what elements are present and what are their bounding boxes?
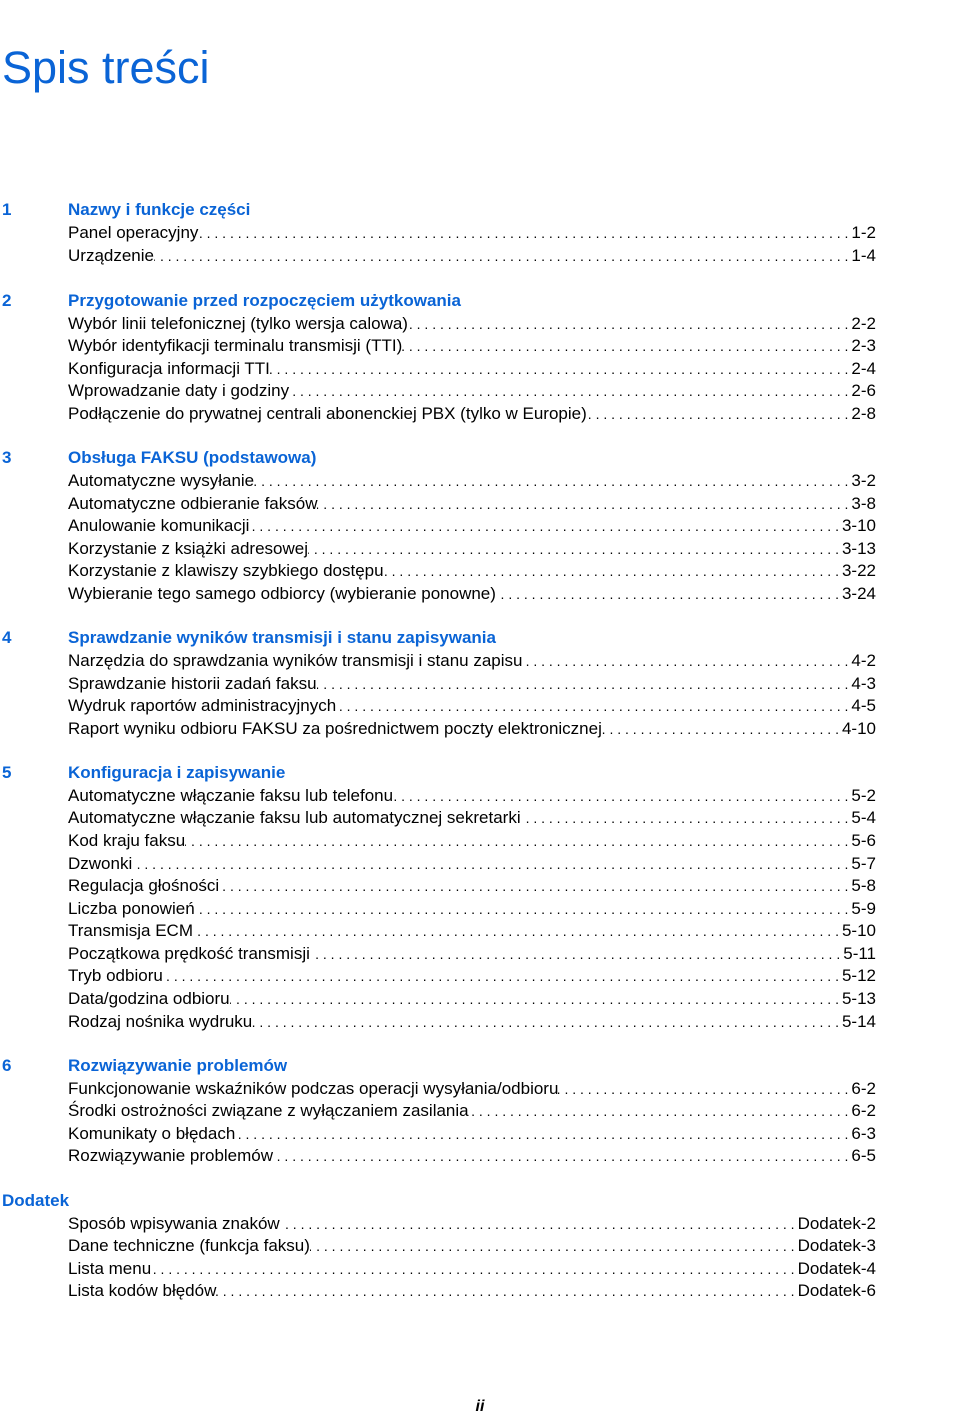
chapter-heading-1[interactable] [2, 198, 902, 222]
chapter-title: Konfiguracja i zapisywanie [68, 763, 286, 782]
dot-leader [198, 221, 851, 245]
chapter-number: 2 [2, 291, 12, 310]
dot-leader [408, 312, 851, 336]
toc-entry-page: 2-6 [851, 381, 876, 400]
toc-entry[interactable] [68, 942, 876, 966]
toc-entry-page: Dodatek-2 [797, 1214, 876, 1233]
toc-entry[interactable] [68, 334, 876, 358]
toc-entry-page: 5-8 [851, 876, 876, 895]
toc-entry-page: 5-2 [851, 786, 876, 805]
chapter-title: Obsługa FAKSU (podstawowa) [68, 448, 317, 467]
toc-entry[interactable] [68, 469, 876, 493]
toc-entry[interactable] [68, 1122, 876, 1146]
toc-entry-label: Liczba ponowień [68, 899, 195, 918]
toc-entry-label: Kod kraju faksu [68, 831, 186, 850]
dot-leader [163, 964, 842, 988]
toc-entry-page: 3-2 [851, 471, 876, 490]
toc-entry-page: 6-2 [851, 1079, 876, 1098]
toc-entry-page: 3-8 [851, 494, 876, 513]
dot-leader [193, 919, 842, 943]
toc-entry[interactable] [68, 919, 876, 943]
dot-leader [496, 582, 842, 606]
dot-leader [522, 649, 851, 673]
chapter-title: Sprawdzanie wyników transmisji i stanu zapisywania [68, 628, 496, 647]
toc-entry-label: Sposób wpisywania znaków [68, 1214, 280, 1233]
toc-entry-label: Wybór linii telefonicznej (tylko wersja calowa) [68, 314, 408, 333]
dot-leader [289, 379, 851, 403]
toc-entry-page: 3-24 [841, 584, 876, 603]
toc-entry-page: 2-8 [851, 404, 876, 423]
toc-entry-page: 1-4 [851, 246, 876, 265]
toc-entry-page: 4-5 [851, 696, 876, 715]
toc-entry-label: Początkowa prędkość transmisji [68, 944, 310, 963]
dot-leader [219, 874, 851, 898]
dot-leader [521, 806, 852, 830]
dot-leader [151, 1257, 797, 1281]
chapter-number: 3 [2, 448, 12, 467]
dot-leader [317, 672, 852, 696]
dot-leader [195, 897, 852, 921]
toc-entry[interactable] [68, 357, 876, 381]
toc-entry-page: 5-6 [851, 831, 876, 850]
toc-entry[interactable] [68, 1279, 876, 1303]
toc-entry[interactable] [68, 829, 876, 853]
toc-entry-page: 1-2 [851, 223, 876, 242]
dot-leader [254, 469, 851, 493]
dot-leader [393, 784, 851, 808]
toc-entry-label: Dane techniczne (funkcja faksu) [68, 1236, 310, 1255]
dot-leader [384, 559, 842, 583]
toc-entry-page: 3-13 [841, 539, 876, 558]
toc-entry-label: Podłączenie do prywatnej centrali abonenckiej PBX (tylko w Europie) [68, 404, 587, 423]
dot-leader [336, 694, 851, 718]
toc-entry[interactable] [68, 1144, 876, 1168]
toc-entry[interactable] [68, 649, 876, 673]
toc-entry-page: 3-10 [841, 516, 876, 535]
toc-entry-label: Funkcjonowanie wskaźników podczas operacji wysyłania/odbioru [68, 1079, 559, 1098]
toc-entry[interactable] [68, 379, 876, 403]
toc-entry-label: Konfiguracja informacji TTI [68, 359, 270, 378]
toc-entry-label: Transmisja ECM [68, 921, 193, 940]
toc-entry[interactable] [68, 492, 876, 516]
dot-leader [273, 1144, 851, 1168]
toc-entry-label: Sprawdzanie historii zadań faksu [68, 674, 317, 693]
toc-entry[interactable] [68, 897, 876, 921]
toc-entry-page: 6-3 [851, 1124, 876, 1143]
chapter-title: Rozwiązywanie problemów [68, 1056, 288, 1075]
toc-entry-page: 5-12 [841, 966, 876, 985]
toc-entry[interactable] [68, 852, 876, 876]
chapter-number: 1 [2, 200, 12, 219]
toc-entry[interactable] [68, 312, 876, 336]
dot-leader [308, 537, 842, 561]
dot-leader [132, 852, 851, 876]
toc-entry[interactable] [68, 672, 876, 696]
toc-entry-label: Wprowadzanie daty i godziny [68, 381, 290, 400]
toc-entry-label: Lista kodów błędów [68, 1281, 217, 1300]
toc-entry-label: Rozwiązywanie problemów [68, 1146, 274, 1165]
toc-entry-label: Środki ostrożności związane z wyłączaniem zasilania [68, 1101, 469, 1120]
toc-entry[interactable] [68, 1234, 876, 1258]
dot-leader [469, 1099, 852, 1123]
toc-entry[interactable] [68, 559, 876, 583]
toc-entry[interactable] [68, 806, 876, 830]
toc-entry[interactable] [68, 717, 876, 741]
chapter-title: Nazwy i funkcje części [68, 200, 251, 219]
toc-entry-label: Wybór identyfikacji terminalu transmisji (TTI) [68, 336, 403, 355]
toc-entry[interactable] [68, 1099, 876, 1123]
toc-entry-label: Automatyczne włączanie faksu lub telefonu [68, 786, 394, 805]
toc-entry-page: 2-2 [851, 314, 876, 333]
chapter-heading-3[interactable] [2, 446, 902, 470]
toc-entry-label: Urządzenie [68, 246, 154, 265]
dot-leader [235, 1122, 851, 1146]
dot-leader [602, 717, 842, 741]
dot-leader [587, 402, 852, 426]
toc-entry-page: 5-7 [851, 854, 876, 873]
toc-entry-page: 5-11 [843, 944, 876, 963]
chapter-number: 5 [2, 763, 12, 782]
dot-leader [230, 987, 842, 1011]
appendix-heading[interactable]: Dodatek [2, 1191, 70, 1210]
toc-entry-label: Wybieranie tego samego odbiorcy (wybieranie ponowne) [68, 584, 496, 603]
toc-entry-label: Korzystanie z książki adresowej [68, 539, 308, 558]
dot-leader [252, 1010, 842, 1034]
toc-entry-page: 2-4 [851, 359, 876, 378]
toc-entry-label: Automatyczne włączanie faksu lub automatycznej sekretarki [68, 808, 521, 827]
toc-entry-label: Rodzaj nośnika wydruku [68, 1012, 253, 1031]
toc-entry-page: Dodatek-6 [797, 1281, 876, 1300]
chapter-number: 6 [2, 1056, 12, 1075]
toc-entry-page: 4-10 [841, 719, 876, 738]
toc-entry-label: Korzystanie z klawiszy szybkiego dostępu [68, 561, 384, 580]
chapter-heading-5[interactable] [2, 761, 902, 785]
toc-entry[interactable] [68, 1010, 876, 1034]
toc-entry-page: 4-2 [851, 651, 876, 670]
chapter-number: 4 [2, 628, 12, 647]
toc-entry-page: 5-13 [841, 989, 876, 1008]
toc-entry-label: Data/godzina odbioru [68, 989, 230, 1008]
toc-entry-label: Narzędzia do sprawdzania wyników transmisji i stanu zapisu [68, 651, 523, 670]
toc-entry-label: Wydruk raportów administracyjnych [68, 696, 337, 715]
dot-leader [558, 1077, 851, 1101]
dot-leader [310, 942, 843, 966]
dot-leader [216, 1279, 797, 1303]
toc-entry-label: Tryb odbioru [68, 966, 163, 985]
toc-entry-page: 6-2 [851, 1101, 876, 1120]
dot-leader [249, 514, 842, 538]
toc-entry-page: 3-22 [841, 561, 876, 580]
toc-entry[interactable] [68, 987, 876, 1011]
toc-entry[interactable] [68, 221, 876, 245]
toc-entry-page: 6-5 [851, 1146, 876, 1165]
dot-leader [154, 244, 851, 268]
toc-entry[interactable] [68, 402, 876, 426]
toc-entry-label: Panel operacyjny [68, 223, 199, 242]
toc-entry-page: 5-10 [841, 921, 876, 940]
chapter-heading-6[interactable] [2, 1054, 902, 1078]
toc-entry[interactable] [68, 784, 876, 808]
toc-entry-label: Lista menu [68, 1259, 152, 1278]
toc-entry-page: 5-9 [851, 899, 876, 918]
dot-leader [310, 1234, 798, 1258]
toc-entry[interactable] [68, 964, 876, 988]
toc-entry-label: Raport wyniku odbioru FAKSU za pośrednictwem poczty elektronicznej [68, 719, 602, 738]
toc-entry-label: Anulowanie komunikacji [68, 516, 250, 535]
page-title: Spis treści [2, 42, 210, 93]
toc-entry-page: 5-4 [851, 808, 876, 827]
toc-entry-label: Komunikaty o błędach [68, 1124, 236, 1143]
chapter-title: Przygotowanie przed rozpoczęciem użytkowania [68, 291, 461, 310]
dot-leader [185, 829, 851, 853]
toc-entry[interactable] [68, 1212, 876, 1236]
dot-leader [317, 492, 851, 516]
toc-entry[interactable] [68, 1077, 876, 1101]
toc-entry-label: Automatyczne wysyłanie [68, 471, 255, 490]
toc-entry-page: Dodatek-4 [797, 1259, 876, 1278]
toc-entry[interactable] [68, 514, 876, 538]
toc-entry-label: Dzwonki [68, 854, 133, 873]
toc-entry[interactable] [68, 694, 876, 718]
toc-entry-label: Automatyczne odbieranie faksów [68, 494, 318, 513]
toc-entry[interactable] [68, 582, 876, 606]
toc-entry[interactable] [68, 537, 876, 561]
dot-leader [280, 1212, 798, 1236]
footer-page-number: ii [475, 1398, 485, 1415]
dot-leader [402, 334, 851, 358]
chapter-heading-2[interactable] [2, 289, 902, 313]
toc-entry-page: 4-3 [851, 674, 876, 693]
toc-entry[interactable] [68, 874, 876, 898]
chapter-heading-4[interactable] [2, 626, 902, 650]
toc-entry-page: Dodatek-3 [797, 1236, 876, 1255]
dot-leader [270, 357, 852, 381]
toc-entry-page: 5-14 [841, 1012, 876, 1031]
toc-entry-label: Regulacja głośności [68, 876, 220, 895]
toc-entry[interactable] [68, 1257, 876, 1281]
toc-entry-page: 2-3 [851, 336, 876, 355]
toc-entry[interactable] [68, 244, 876, 268]
